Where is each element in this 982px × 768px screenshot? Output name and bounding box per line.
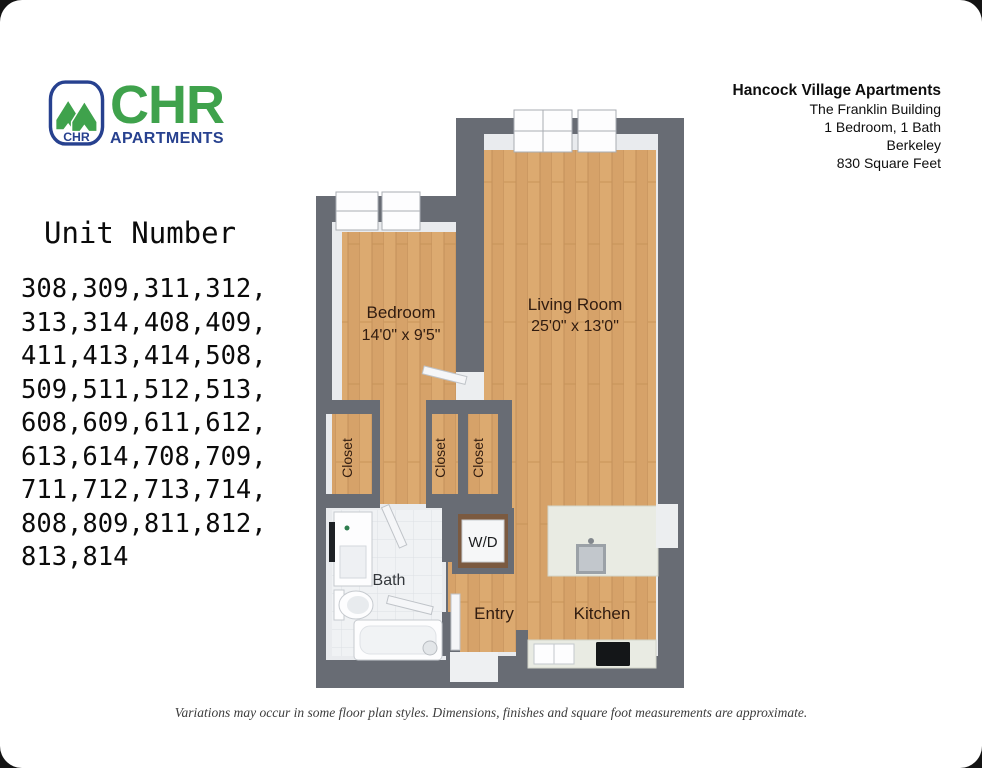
entry-label: Entry	[474, 604, 514, 623]
bedroom-dims: 14'0" x 9'5"	[361, 327, 441, 344]
chr-logo-icon	[48, 79, 105, 147]
entry-door	[451, 594, 460, 650]
brand-name: CHR	[110, 75, 224, 135]
living-room-dims: 25'0" x 13'0"	[531, 318, 619, 335]
bedroom-label: Bedroom	[366, 303, 436, 322]
washer-dryer-label: W/D	[468, 534, 498, 551]
towel-bar-icon	[329, 522, 335, 562]
washer-dryer-closet	[452, 508, 514, 574]
unit-line: 411,413,414,508,	[21, 341, 267, 371]
unit-line: 711,712,713,714,	[21, 475, 267, 505]
side-window	[656, 504, 678, 548]
building-line: Berkeley	[886, 137, 941, 153]
kitchen-label: Kitchen	[573, 604, 631, 623]
unit-line: 313,314,408,409,	[21, 307, 267, 338]
hall-floor	[380, 408, 426, 504]
disclaimer-text: Variations may occur in some floor plan styles. Dimensions, finishes and square foot measurements are approximate.	[174, 705, 808, 720]
building-line: 1 Bedroom, 1 Bath	[824, 119, 941, 135]
brand-block	[110, 75, 240, 148]
floor-plan	[300, 104, 690, 694]
unit-line: 509,511,512,513,	[21, 374, 267, 405]
bath-label: Bath	[372, 572, 406, 589]
cooktop-icon	[596, 642, 630, 666]
building-title: Hancock Village Apartments	[732, 82, 941, 99]
shower-fixture-icon	[423, 641, 437, 655]
unit-number-list	[21, 273, 267, 575]
logo-emblem-text: CHR	[63, 130, 90, 145]
closet3-label: Closet	[470, 438, 486, 478]
closet2-label: Closet	[432, 438, 448, 478]
brand-subtitle: APARTMENTS	[110, 130, 224, 147]
unit-line: 613,614,708,709,	[21, 441, 267, 472]
unit-line: 813,814	[21, 542, 129, 572]
living-room-label: Living Room	[527, 295, 623, 314]
unit-line: 808,809,811,812,	[21, 508, 267, 539]
unit-line: 608,609,611,612,	[21, 408, 267, 438]
building-header	[733, 81, 941, 172]
building-line: 830 Square Feet	[836, 155, 941, 171]
entry-opening	[450, 652, 498, 682]
unit-number-heading: Unit Number	[44, 216, 237, 250]
closet1-label: Closet	[339, 438, 355, 478]
unit-line: 308,309,311,312,	[21, 274, 267, 304]
building-line: The Franklin Building	[809, 101, 941, 117]
